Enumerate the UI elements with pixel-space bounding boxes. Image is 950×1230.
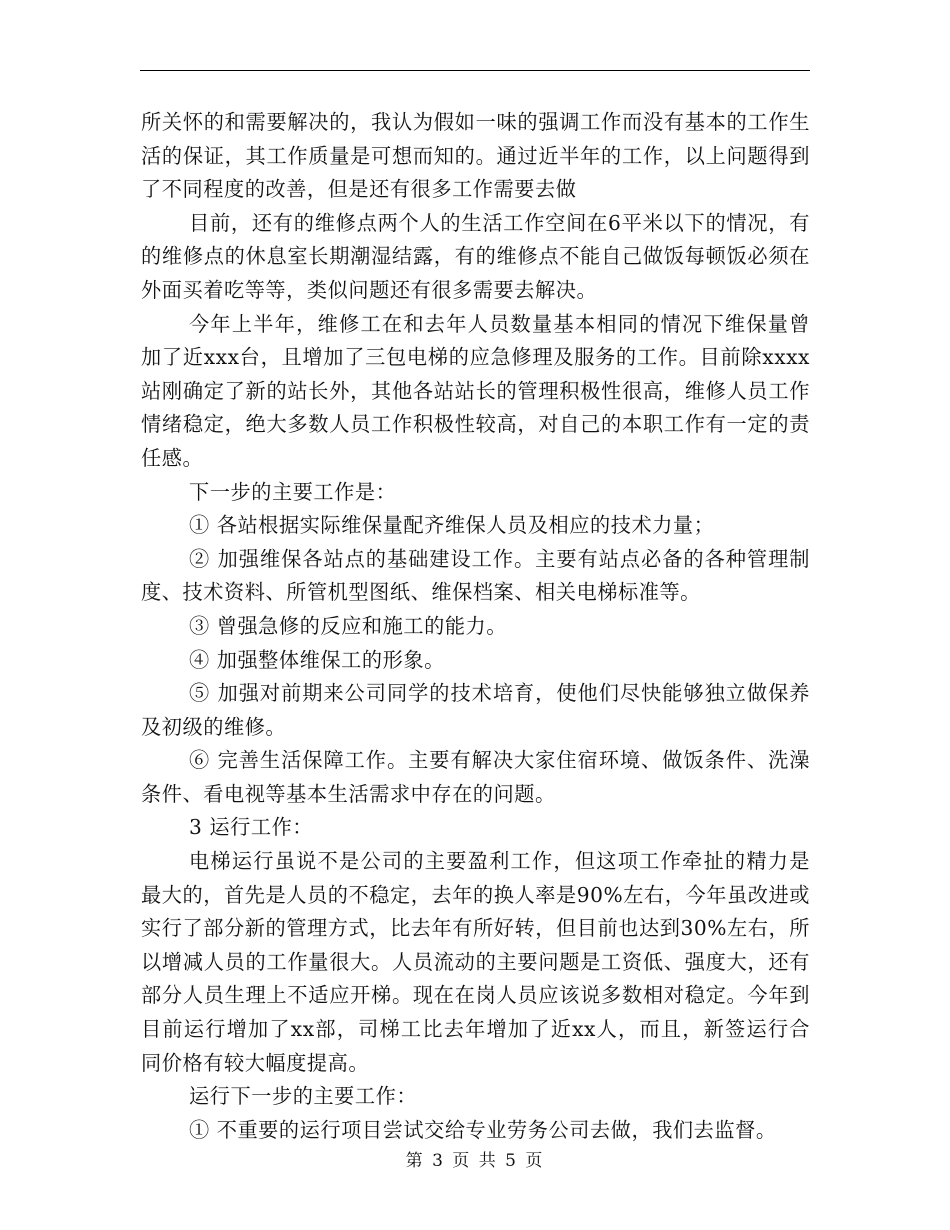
paragraph-first-half-summary: 今年上半年，维修工在和去年人员数量基本相同的情况下维保量曾加了近xxx台，且增加了三包电梯的应急修理及服务的工作。目前除xxxx站刚确定了新的站长外，其他各站站长的管理积极性很高，维修人员工作情绪稳定，绝大多数人员工作积极性较高，对自己的本职工作有一定的责任感。 [141, 311, 810, 470]
list-item-3: ③ 曾强急修的反应和施工的能力。 [189, 613, 508, 638]
list-item-6: ⑥ 完善生活保障工作。主要有解决大家住宿环境、做饭条件、洗澡条件、看电视等基本生活需求中存在的问题。 [141, 748, 810, 806]
header-rule [140, 70, 810, 71]
list-item-2: ② 加强维保各站点的基础建设工作。主要有站点必备的各种管理制度、技术资料、所管机型图纸、维保档案、相关电梯标准等。 [141, 546, 810, 605]
operations-list-item-1: ① 不重要的运行项目尝试交给专业劳务公司去做，我们去监督。 [189, 1117, 777, 1142]
page-number: 第 3 页 共 5 页 [405, 1151, 545, 1171]
paragraph-continued: 所关怀的和需要解决的，我认为假如一味的强调工作而没有基本的工作生活的保证，其工作质量是可想而知的。通过近半年的工作，以上问题得到了不同程度的改善，但是还有很多工作需要去做 [141, 110, 810, 202]
paragraph-operations-next-steps-heading: 运行下一步的主要工作： [189, 1084, 418, 1109]
document-body [141, 106, 810, 1147]
list-item-5: ⑤ 加强对前期来公司同学的技术培育，使他们尽快能够独立做保养及初级的维修。 [141, 681, 810, 739]
paragraph-next-steps-heading: 下一步的主要工作是： [189, 479, 397, 504]
paragraph-living-conditions: 目前，还有的维修点两个人的生活工作空间在6平米以下的情况，有的维修点的休息室长期潮湿结露，有的维修点不能自己做饭每顿饭必须在外面买着吃等等，类似问题还有很多需要去解决。 [141, 210, 810, 302]
list-item-4: ④ 加强整体维保工的形象。 [189, 647, 445, 672]
list-item-1: ① 各站根据实际维保量配齐维保人员及相应的技术力量； [189, 513, 715, 538]
section-heading-operations: 3 运行工作： [189, 815, 314, 840]
paragraph-operations: 电梯运行虽说不是公司的主要盈利工作，但这项工作牵扯的精力是最大的，首先是人员的不稳定，去年的换人率是90%左右，今年虽改进或实行了部分新的管理方式，比去年有所好转，但目前也达到30%左右，所以增减人员的工作量很大。人员流动的主要问题是工资低、强度大，还有部分人员生理上不适应开梯。现在在岗人员应该说多数相对稳定。今年到目前运行增加了xx部，司梯工比去年增加了近xx人，而且，新签运行合同价格有较大幅度提高。 [141, 849, 810, 1075]
